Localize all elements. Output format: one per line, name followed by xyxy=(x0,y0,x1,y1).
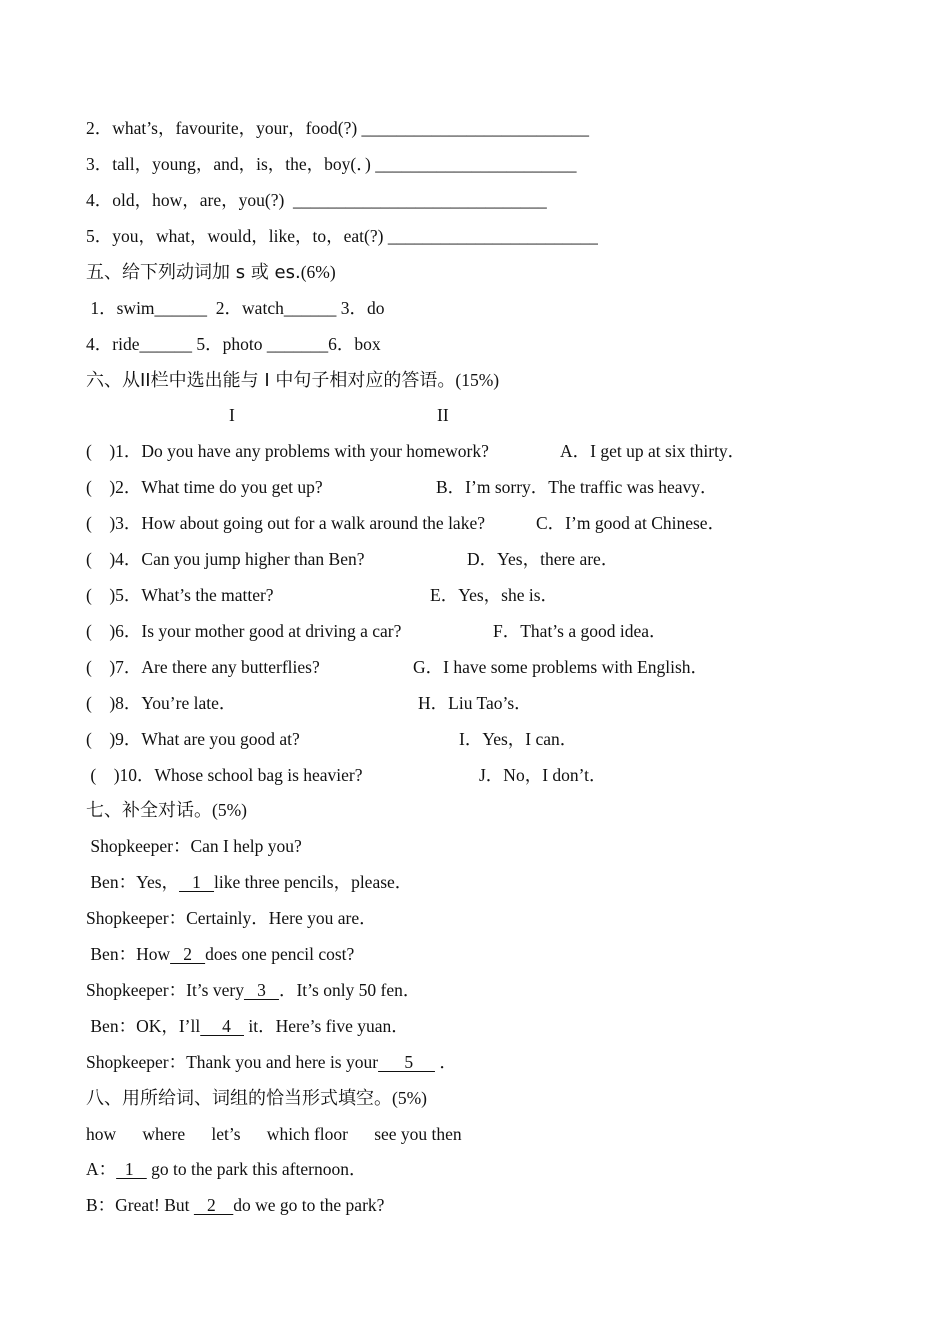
match-question-10: ( )10．Whose school bag is heavier? xyxy=(86,765,363,785)
blank-1: 1 xyxy=(179,872,215,892)
section7-title: 七、补全对话。 xyxy=(86,800,212,821)
dialogue-line-1: Shopkeeper：Can I help you? xyxy=(86,836,302,856)
blank-2: 2 xyxy=(170,944,206,964)
match-answer-g: G．I have some problems with English． xyxy=(413,657,709,677)
fill-line-b-end: do we go to the park? xyxy=(233,1195,385,1215)
dialogue-line-4-start: Ben：How xyxy=(86,944,171,964)
dialogue-line-5 xyxy=(86,979,420,1001)
section5-heading xyxy=(86,261,336,284)
match-answer-e: E．Yes，she is． xyxy=(430,585,559,605)
match-answer-f: F．That’s a good idea． xyxy=(493,621,667,641)
dialogue-line-4 xyxy=(86,943,354,965)
section6-title: 六、从II栏中选出能与 I 中句子相对应的答语。 xyxy=(86,370,456,391)
dialogue-line-2 xyxy=(86,871,412,893)
match-question-6: ( )6．Is your mother good at driving a car? xyxy=(86,621,402,641)
section6-heading xyxy=(86,369,499,392)
fill-blank-2: 2 xyxy=(193,1195,234,1215)
dialogue-line-2-end: like three pencils，please． xyxy=(214,872,413,892)
section7-score: (5%) xyxy=(212,800,247,820)
match-question-4: ( )4．Can you jump higher than Ben? xyxy=(86,549,365,569)
match-question-8: ( )8．You’re late． xyxy=(86,693,237,713)
word-bank: how where let’s which floor see you then xyxy=(86,1124,462,1144)
dialogue-line-7 xyxy=(86,1051,457,1073)
match-question-1: ( )1．Do you have any problems with your homework? xyxy=(86,441,489,461)
match-answer-d: D．Yes，there are． xyxy=(467,549,619,569)
dialogue-line-4-end: does one pencil cost? xyxy=(205,944,355,964)
section8-score: (5%) xyxy=(392,1088,427,1108)
section8-title: 八、用所给词、词组的恰当形式填空。 xyxy=(86,1088,392,1109)
dialogue-line-6-start: Ben：OK，I’ll xyxy=(86,1016,201,1036)
fill-line-a-speaker: A： xyxy=(86,1159,117,1179)
match-answer-b: B．I’m sorry．The traffic was heavy． xyxy=(436,477,718,497)
fill-line-b xyxy=(86,1194,384,1216)
reorder-item-4: 4．old，how，are，you(?) _____________________________ xyxy=(86,190,547,210)
section5-score: (6%) xyxy=(300,262,336,282)
dialogue-line-7-start: Shopkeeper：Thank you and here is your xyxy=(86,1052,379,1072)
reorder-item-3: 3．tall，young，and，is，the，boy(．) _______________________ xyxy=(86,154,577,174)
match-answer-j: J．No，I don’t． xyxy=(479,765,607,785)
blank-4: 4 xyxy=(200,1016,244,1036)
match-answer-a: A．I get up at six thirty． xyxy=(560,441,746,461)
section8-heading xyxy=(86,1087,427,1110)
match-question-7: ( )7．Are there any butterflies? xyxy=(86,657,320,677)
blank-5: 5 xyxy=(378,1052,435,1072)
blank-3: 3 xyxy=(243,980,279,1000)
section6-column-2-label: II xyxy=(437,405,449,425)
match-answer-i: I．Yes，I can． xyxy=(459,729,578,749)
section5-row-2: 4．ride______ 5．photo _______6．box xyxy=(86,334,381,354)
fill-line-b-start: B：Great! But xyxy=(86,1195,194,1215)
dialogue-line-7-end: ． xyxy=(434,1052,457,1072)
fill-line-a xyxy=(86,1158,366,1180)
section6-score: (15%) xyxy=(455,370,500,390)
section7-heading xyxy=(86,799,247,822)
section5-title: 五、给下列动词加 s 或 es. xyxy=(86,262,301,283)
match-question-3: ( )3．How about going out for a walk around the lake? xyxy=(86,513,485,533)
reorder-item-2: 2．what’s，favourite，your，food(?) __________________________ xyxy=(86,118,590,138)
dialogue-line-6 xyxy=(86,1015,409,1037)
dialogue-line-6-end: it．Here’s five yuan． xyxy=(243,1016,409,1036)
match-question-9: ( )9．What are you good at? xyxy=(86,729,300,749)
reorder-item-5: 5．you，what，would，like，to，eat(?) ________________________ xyxy=(86,226,598,246)
section6-column-1-label: I xyxy=(229,405,235,425)
dialogue-line-5-start: Shopkeeper：It’s very xyxy=(86,980,244,1000)
match-question-2: ( )2．What time do you get up? xyxy=(86,477,323,497)
dialogue-line-2-start: Ben：Yes， xyxy=(86,872,180,892)
match-answer-h: H．Liu Tao’s． xyxy=(418,693,532,713)
match-answer-c: C．I’m good at Chinese． xyxy=(536,513,726,533)
fill-blank-1: 1 xyxy=(116,1159,147,1179)
dialogue-line-3: Shopkeeper：Certainly．Here you are． xyxy=(86,908,377,928)
section5-row-1: 1．swim______ 2．watch______ 3．do xyxy=(86,298,385,318)
match-question-5: ( )5．What’s the matter? xyxy=(86,585,274,605)
fill-line-a-end: go to the park this afternoon． xyxy=(146,1159,367,1179)
dialogue-line-5-end: ．It’s only 50 fen． xyxy=(278,980,421,1000)
